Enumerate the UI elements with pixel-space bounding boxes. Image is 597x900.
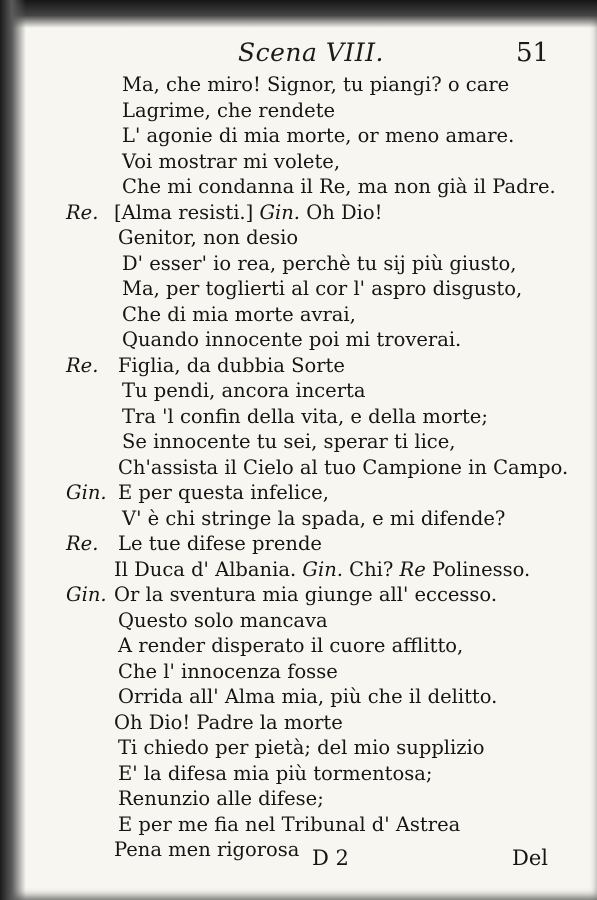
speaker-label: Re. bbox=[66, 353, 99, 377]
verse-text-line bbox=[122, 429, 455, 455]
verse-text-line bbox=[118, 455, 568, 481]
verse-fragment: Ma, che miro! Signor, tu piangi? o care bbox=[122, 73, 510, 96]
verse-fragment: Or la sventura mia giunge all' eccesso. bbox=[114, 583, 498, 606]
verse-text-line bbox=[118, 531, 322, 557]
verse-fragment: L' agonie di mia morte, or meno amare. bbox=[122, 124, 515, 147]
verse-text-line bbox=[122, 378, 366, 404]
verse-line bbox=[0, 429, 597, 455]
inline-speaker-label: Gin. bbox=[302, 557, 343, 581]
verse-fragment: Ti chiedo per pietà; del mio supplizio bbox=[118, 736, 485, 759]
verse-text-line bbox=[122, 149, 340, 175]
verse-line bbox=[0, 378, 597, 404]
verse-fragment: Figlia, da dubbia Sorte bbox=[118, 353, 345, 377]
verse-fragment: Ma, per toglierti al cor l' aspro disgusto, bbox=[122, 277, 523, 300]
verse-text-line bbox=[122, 123, 514, 149]
verse-fragment: Che di mia morte avrai, bbox=[122, 302, 356, 326]
page-number: 51 bbox=[516, 38, 550, 68]
verse-fragment: E per me fia nel Tribunal d' Astrea bbox=[118, 812, 461, 836]
verse-line bbox=[0, 812, 597, 838]
verse-fragment: Genitor, non desio bbox=[118, 226, 299, 249]
speaker-label: Re. bbox=[66, 200, 99, 224]
catchword: Del bbox=[512, 846, 548, 870]
verse-fragment: Tra 'l confin della vita, e della morte; bbox=[122, 404, 488, 428]
verse-line bbox=[0, 455, 597, 481]
verse-fragment: Orrida all' Alma mia, più che il delitto. bbox=[118, 685, 498, 708]
verse-text-line bbox=[114, 557, 530, 583]
verse-line bbox=[0, 149, 597, 175]
verse-fragment: Renunzio alle difese; bbox=[118, 787, 324, 810]
verse-text-line bbox=[122, 174, 556, 200]
verse-fragment: Chi? bbox=[342, 557, 400, 581]
verse-text-line bbox=[122, 506, 505, 532]
verse-line bbox=[0, 123, 597, 149]
verse-fragment: Oh Dio! bbox=[300, 200, 383, 224]
verse-fragment: E' la difesa mia più tormentosa; bbox=[118, 761, 433, 785]
verse-text-line bbox=[118, 735, 485, 761]
verse-text-line bbox=[122, 327, 461, 353]
verse-text-line bbox=[114, 200, 382, 226]
running-header bbox=[0, 36, 597, 70]
verse-line bbox=[0, 480, 597, 506]
verse-fragment: D' esser' io rea, perchè tu sij più giusto, bbox=[122, 251, 517, 275]
speaker-label: Re. bbox=[66, 532, 99, 555]
verse-fragment: Se innocente tu sei, sperar ti lice, bbox=[122, 430, 456, 453]
verse-line bbox=[0, 251, 597, 277]
verse-fragment: Quando innocente poi mi troverai. bbox=[122, 328, 462, 351]
verse-line bbox=[0, 684, 597, 710]
verse-text-line bbox=[122, 98, 335, 124]
verse-line bbox=[0, 200, 597, 226]
inline-speaker-label: Gin. bbox=[259, 200, 301, 224]
verse-text-line bbox=[118, 659, 338, 685]
verse-line bbox=[0, 633, 597, 659]
verse-fragment: Le tue difese prende bbox=[118, 532, 322, 555]
verse-text-line bbox=[118, 684, 497, 710]
verse-fragment: V' è chi stringe la spada, e mi difende? bbox=[122, 506, 506, 530]
verse-fragment: Il Duca d' Albania. bbox=[114, 557, 303, 581]
verse-text-line bbox=[122, 251, 516, 277]
verse-fragment: Questo solo mancava bbox=[118, 608, 328, 632]
verse-text-line bbox=[118, 812, 460, 838]
verse-line bbox=[0, 98, 597, 124]
verse-line bbox=[0, 735, 597, 761]
verse-text-line bbox=[118, 608, 328, 634]
verse-line bbox=[0, 608, 597, 634]
verse-fragment: Tu pendi, ancora incerta bbox=[122, 379, 366, 402]
verse-fragment: Polinesso. bbox=[425, 557, 531, 581]
verse-fragment: Ch'assista il Cielo al tuo Campione in Campo. bbox=[118, 455, 569, 479]
verse-line bbox=[0, 353, 597, 379]
verse-text-line bbox=[114, 582, 497, 608]
verse-line bbox=[0, 225, 597, 251]
verse-line bbox=[0, 506, 597, 532]
verse-line bbox=[0, 327, 597, 353]
verse-line bbox=[0, 582, 597, 608]
verse-line bbox=[0, 404, 597, 430]
inline-speaker-label: Re bbox=[399, 557, 426, 581]
verse-line bbox=[0, 557, 597, 583]
verse-line bbox=[0, 786, 597, 812]
verse-fragment: Che l' innocenza fosse bbox=[118, 659, 338, 683]
verse-line bbox=[0, 72, 597, 98]
verse-line bbox=[0, 276, 597, 302]
verse-fragment: E per questa infelice, bbox=[118, 481, 329, 504]
page-top-shadow bbox=[0, 0, 597, 28]
verse-line bbox=[0, 710, 597, 736]
verse-fragment: Pena men rigorosa bbox=[114, 838, 300, 861]
signature-mark: D 2 bbox=[312, 846, 349, 870]
verse-text-line bbox=[118, 786, 324, 812]
scene-title: Scena VIII. bbox=[238, 38, 385, 67]
verse-fragment: Voi mostrar mi volete, bbox=[122, 149, 341, 173]
verse-fragment: [Alma resisti.] bbox=[114, 200, 260, 224]
verse-text-line bbox=[122, 404, 488, 430]
speaker-label: Gin. bbox=[66, 481, 107, 504]
verse-text-line bbox=[122, 276, 522, 302]
verse-text-line bbox=[118, 480, 329, 506]
verse-text-line bbox=[118, 353, 345, 379]
verse-line bbox=[0, 761, 597, 787]
verse-text-line bbox=[118, 761, 432, 787]
verse-fragment: Che mi condanna il Re, ma non già il Padre. bbox=[122, 175, 556, 198]
verse-fragment: Oh Dio! Padre la morte bbox=[114, 710, 343, 734]
page-footer bbox=[0, 846, 597, 876]
verse-text-line bbox=[114, 710, 343, 736]
speaker-label: Gin. bbox=[66, 583, 107, 606]
verse-text-line bbox=[118, 633, 463, 659]
verse-line bbox=[0, 174, 597, 200]
verse-line bbox=[0, 531, 597, 557]
verse-line bbox=[0, 302, 597, 328]
verse-text-line bbox=[122, 72, 509, 98]
verse-text-line bbox=[122, 302, 356, 328]
verse-fragment: A render disperato il cuore afflitto, bbox=[118, 634, 464, 657]
verse-fragment: Lagrime, che rendete bbox=[122, 98, 336, 122]
verse-text-line bbox=[118, 225, 298, 251]
verse-line bbox=[0, 659, 597, 685]
verse-text bbox=[0, 72, 597, 863]
